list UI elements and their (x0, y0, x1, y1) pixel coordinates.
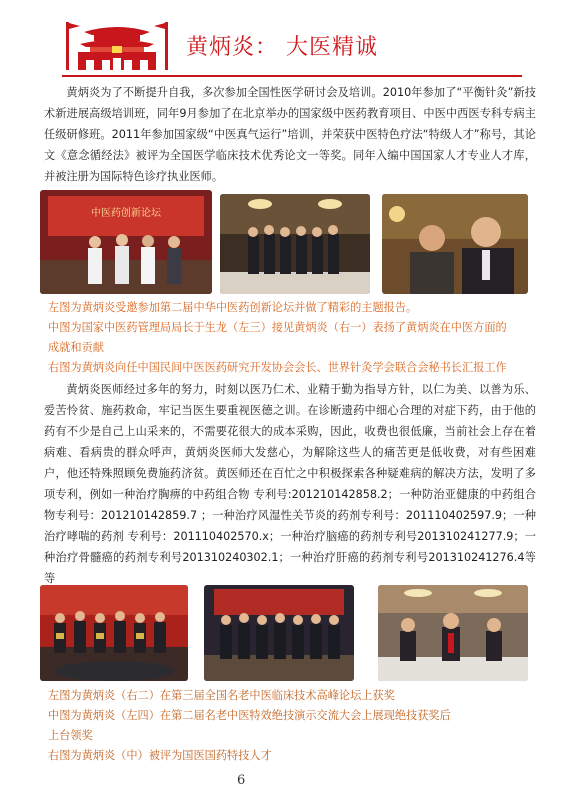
caption-row2-left: 左图为黄炳炎（右二）在第三届全国名老中医临床技术高峰论坛上获奖 (48, 689, 395, 702)
captions-row2 (48, 686, 548, 766)
two-men-portrait-photo (382, 194, 528, 294)
banner-text: 中医药创新论坛 (91, 208, 161, 219)
body-text: 黄炳炎医师经过多年的努力，时刻以医乃仁术、业精于勤为指导方针，以仁为美、以善为乐、爱苦怜贫、施药救命，牢记当医生要重视医德之训。在诊断遗药中细心合理的对症下药，由于他的药有不少是自己上山采来的，不需要花很大的成本采购，因此，收费也很低廉，当前社会上存在着病难、看病贵的群众呼声，黄炳炎医师大发慈心，为解除这些人的痛苦更是低收费，对有些困难户，他还特殊照顾免费施药济贫。黄医师还在百忙之中积极探索各种疑难病的解决方法，发明了多项专利，例如一种治疗胸痹的中药组合物 专利号:201210142858.2；一种防治亚健康的中药组合物专利号：201210142859.7 ；一种治疗风湿性关节炎的药剂专利号：201110402597.9；一种治疗哮喘的药剂 专利号：201110402570.x；一种治疗脑癌的药剂专利号201310241277.9；一种治疗骨髓癌的药剂专利号201310240302.1；一种治疗肝癌的药剂专利号201310241276.4等等 (44, 383, 536, 585)
banquet-award-photo (378, 585, 528, 681)
caption-row1-right: 右图为黄炳炎向任中国民间中医医药研究开发协会会长、世界针灸学会联合会秘书长汇报工作 (48, 361, 507, 374)
award-ceremony-photo (40, 585, 188, 681)
header-divider (62, 75, 522, 77)
intro-paragraph (44, 82, 536, 187)
caption-row1-left: 左图为黄炳炎受邀参加第二届中华中医药创新论坛并做了精彩的主题报告。 (48, 301, 418, 314)
caption-row2-right: 右图为黄炳炎（中）被评为国医国药特技人才 (48, 749, 272, 762)
caption-row1-middle: 中图为国家中医药管理局局长于生龙（左三）接见黄炳炎（右一）表扬了黄炳炎在中医方面的 (48, 321, 507, 334)
tiananmen-gate-icon (62, 20, 172, 72)
captions-row1 (48, 298, 548, 378)
caption-row2-middle-cont: 上台领奖 (48, 729, 93, 742)
hall-group-photo (220, 194, 370, 294)
stage-award-group-photo (204, 585, 354, 681)
body-paragraph (44, 379, 536, 589)
caption-row2-middle: 中图为黄炳炎（左四）在第二届名老中医特效绝技演示交流大会上展现绝技获奖后 (48, 709, 451, 722)
page-number: 6 (237, 773, 246, 788)
caption-row1-middle-cont: 成就和贡献 (48, 341, 104, 354)
page-title: 黄炳炎： 大医精诚 (186, 35, 378, 60)
page-header (0, 0, 579, 78)
intro-text: 黄炳炎为了不断提升自我，多次参加全国性医学研讨会及培训。2010年参加了“平衡针灸”新技术新进展高级培训班，同年9月参加了在北京举办的国家级中医药教育项目、中医中西医专科专病主任级研修班。2011年参加国家级“中医真气运行”培训，并荣获中医特色疗法“特级人才”称号，其论文《意念循经法》被评为全国医学临床技术优秀论文一等奖。同年入编中国国家人才专业人才库，并被注册为国际特色诊疗执业医师。 (44, 86, 536, 183)
forum-banner-group-photo (40, 190, 212, 294)
